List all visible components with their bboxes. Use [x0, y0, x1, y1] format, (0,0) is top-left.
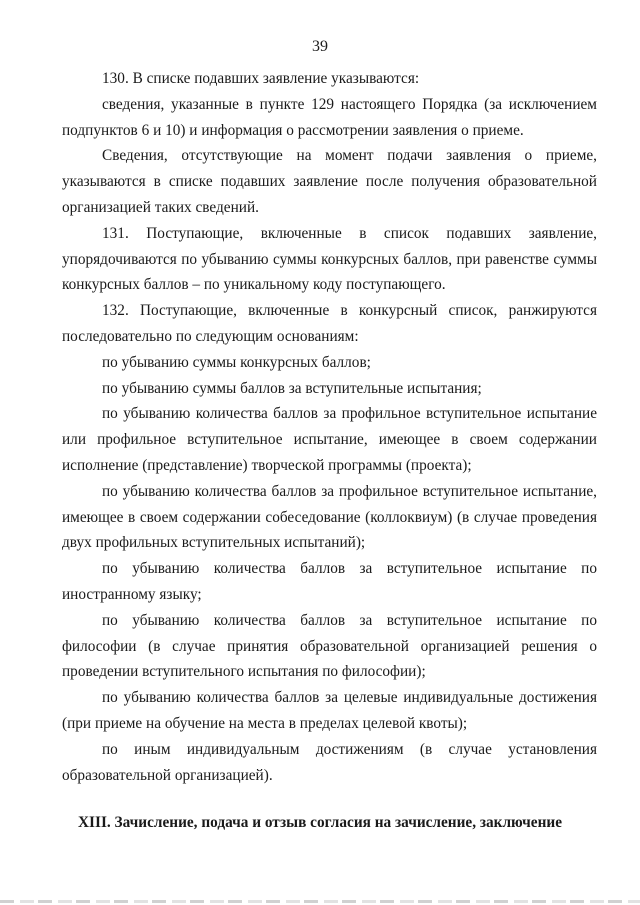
paragraph-130: 130. В списке подавших заявление указываются:	[102, 70, 420, 87]
ranking-criterion-8: по иным индивидуальным достижениям (в случае установления образовательной организацией).	[62, 740, 597, 784]
page-number: 39	[312, 38, 328, 55]
paragraph-132: 132. Поступающие, включенные в конкурсный список, ранжируются последовательно по следующим основаниям:	[62, 302, 597, 345]
ranking-criterion-2: по убыванию суммы баллов за вступительные испытания;	[102, 379, 482, 397]
paragraph-130-item-1: сведения, указанные в пункте 129 настоящего Порядка (за исключением подпунктов 6 и 10) и информация о рассмотрении заявления о приеме.	[62, 95, 597, 139]
ranking-criterion-1: по убыванию суммы конкурсных баллов;	[102, 353, 371, 371]
scan-edge-divider	[0, 900, 640, 903]
ranking-criterion-6: по убыванию количества баллов за вступительное испытание по философии (в случае принятия образовательной организацией решения о проведении вступительного испытания по философии);	[62, 611, 597, 681]
ranking-criterion-4: по убыванию количества баллов за профильное вступительное испытание, имеющее в своем содержании собеседование (коллоквиум) (в случае проведения двух профильных вступительных испытаний);	[62, 482, 597, 552]
ranking-criterion-3: по убыванию количества баллов за профильное вступительное испытание или профильное вступительное испытание, имеющее в своем содержании исполнение (представление) творческой программы (проекта);	[62, 405, 597, 474]
paragraph-131: 131. Поступающие, включенные в список подавших заявление, упорядочиваются по убыванию суммы конкурсных баллов, при равенстве суммы конкурсных баллов – по уникальному коду поступающего.	[62, 224, 597, 294]
ranking-criterion-5: по убыванию количества баллов за вступительное испытание по иностранному языку;	[62, 560, 597, 603]
ranking-criterion-7: по убыванию количества баллов за целевые индивидуальные достижения (при приеме на обучение на места в пределах целевой квоты);	[62, 689, 597, 732]
paragraph-130-item-2: Сведения, отсутствующие на момент подачи заявления о приеме, указываются в списке подавших заявление после получения образовательной организацией таких сведений.	[62, 147, 597, 216]
section-heading: XIII. Зачисление, подача и отзыв согласия на зачисление, заключение	[78, 814, 562, 831]
document-body	[62, 66, 597, 788]
